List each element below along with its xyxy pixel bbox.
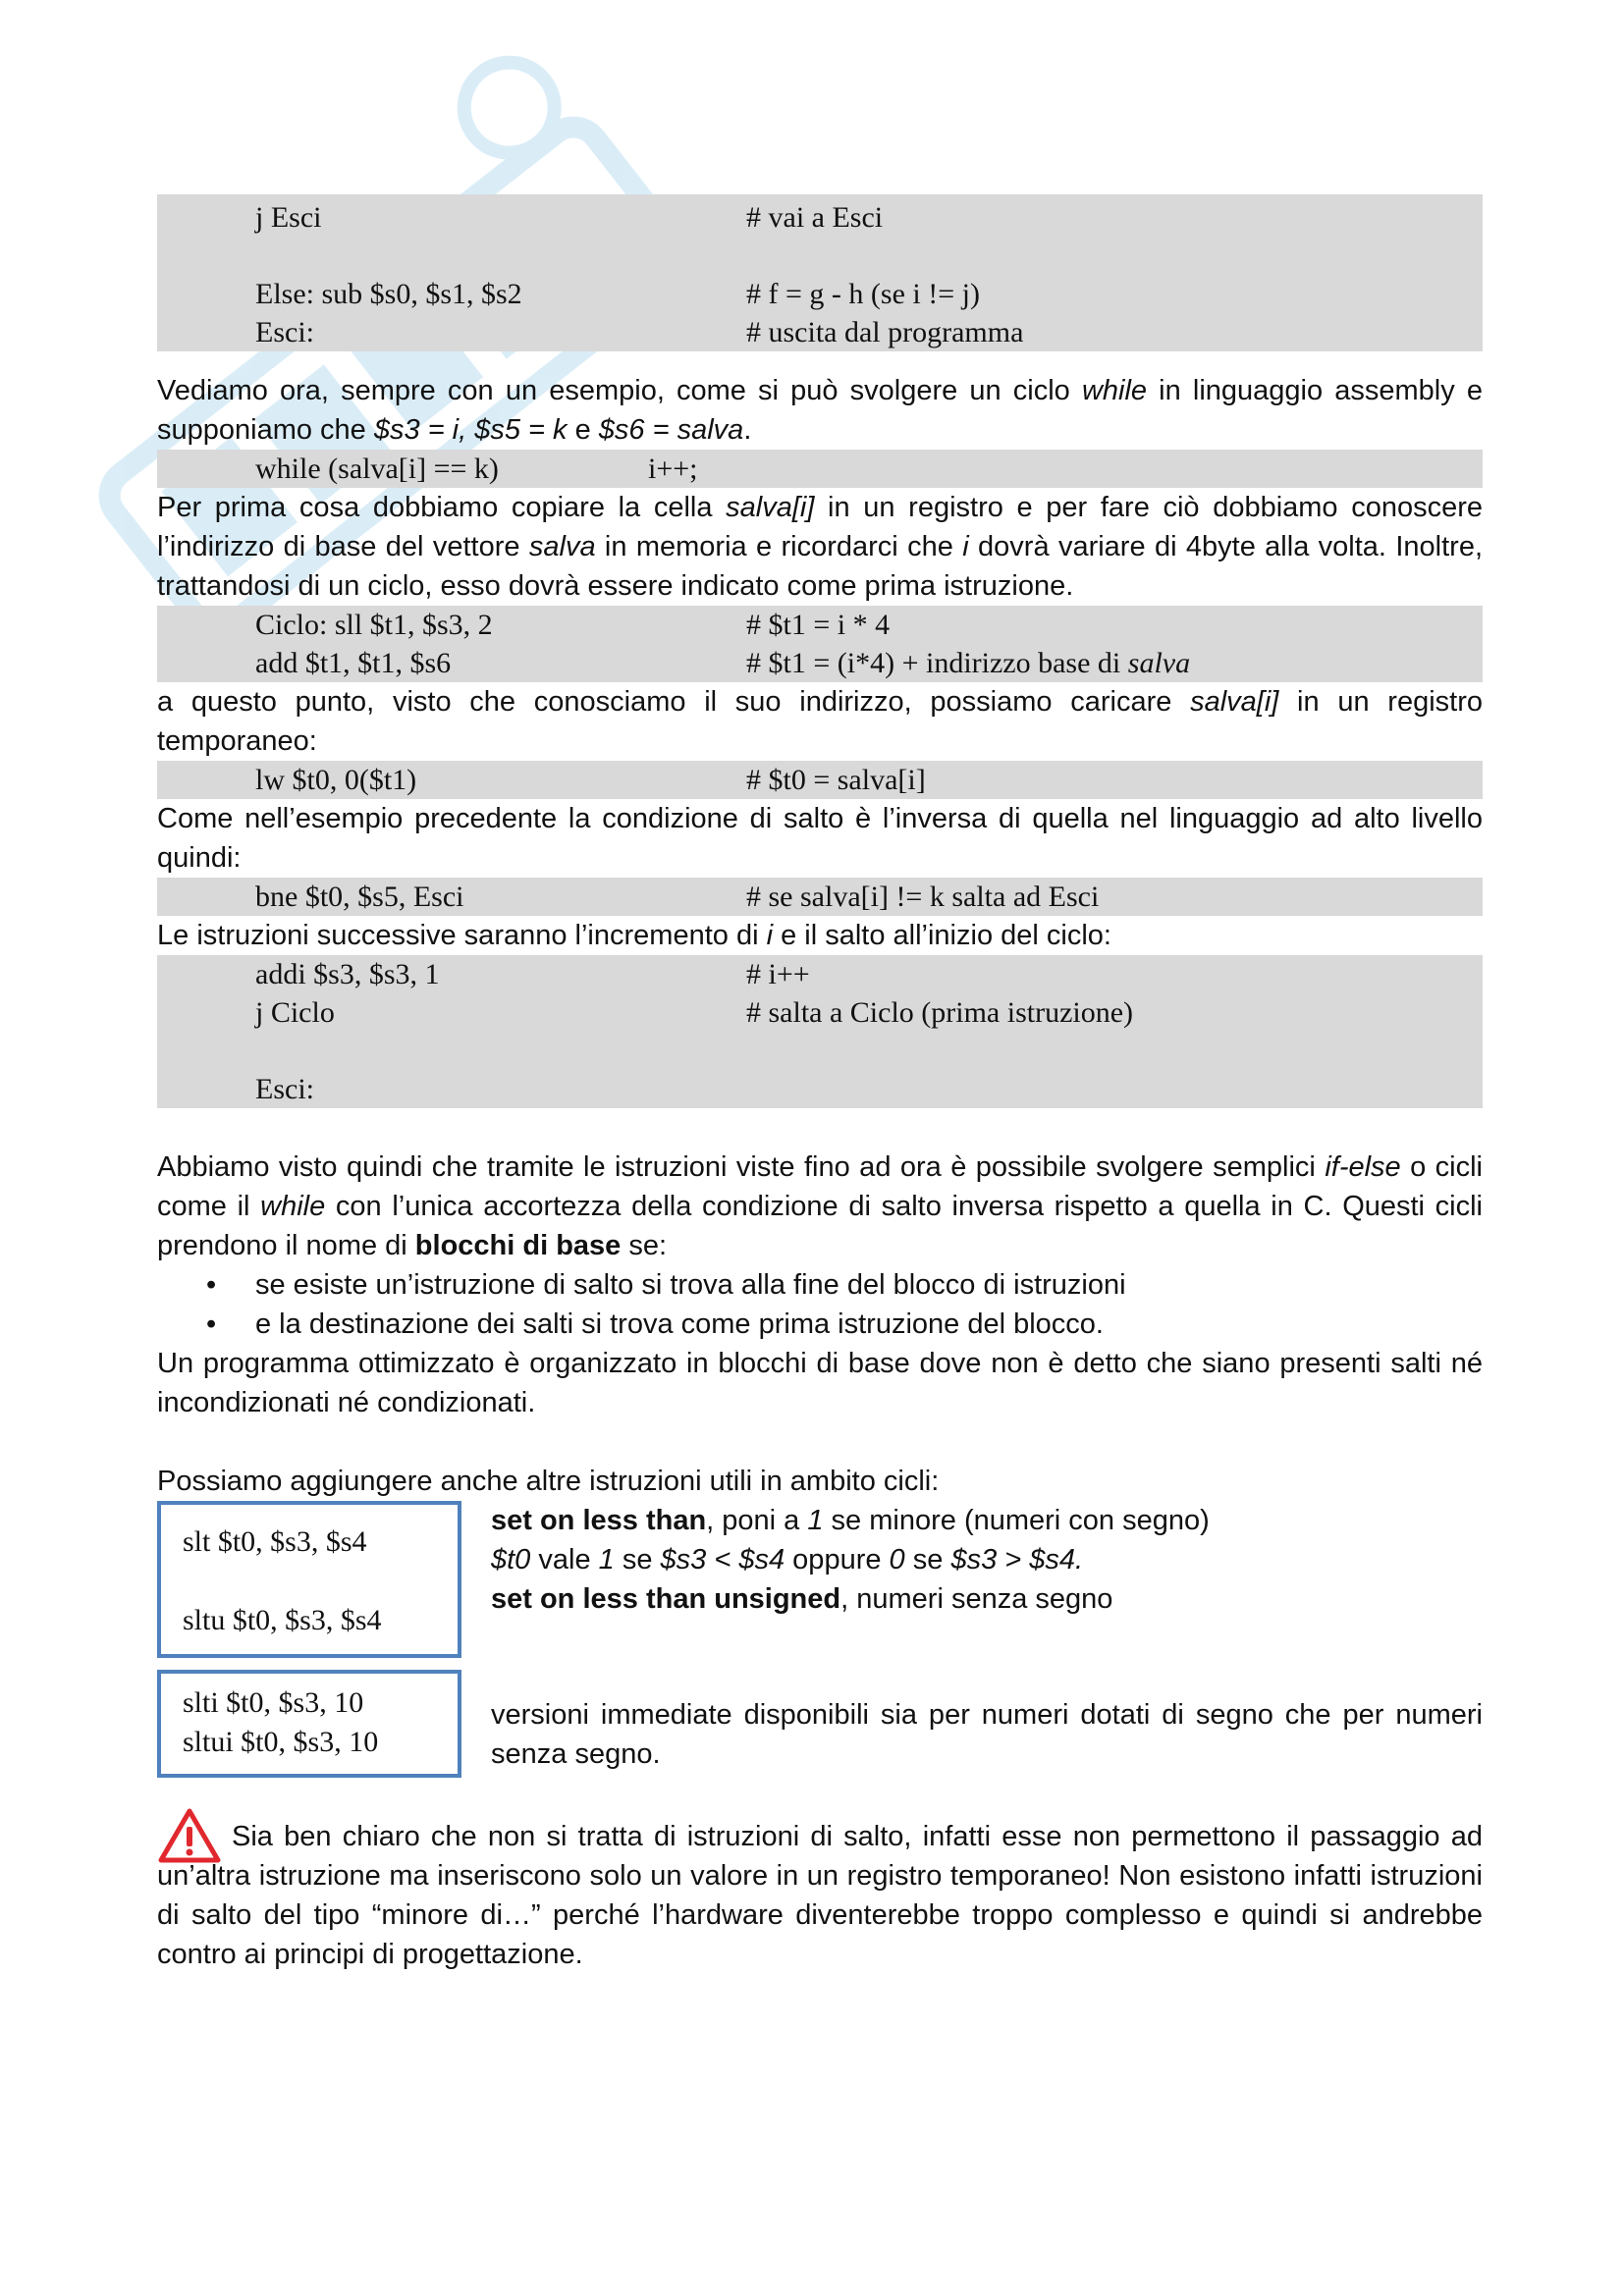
- paragraph-copy-cell: Per prima cosa dobbiamo copiare la cella salva[i] in un registro e per fare ciò dobbiamo conoscere l’indirizzo di base del vettore salva in memoria e ricordarci che i dovrà variare di 4byte alla volta. Inoltre, trattandosi di un ciclo, esso dovrà essere indicato come prima istruzione.: [157, 492, 1484, 602]
- code-instruction: j Ciclo: [255, 996, 335, 1029]
- code-comment: # uscita dal programma: [746, 316, 1024, 348]
- paragraph-while-intro: Vediamo ora, sempre con un esempio, come si può svolgere un ciclo while in linguaggio assembly e supponiamo che $s3 = i, $s5 = k e $s6 = salva.: [157, 375, 1483, 446]
- code-instruction: Ciclo: sll $t1, $s3, 2: [255, 609, 493, 641]
- code-line: [157, 955, 1483, 993]
- code-line: [157, 275, 1483, 313]
- code-instruction: slti $t0, $s3, 10: [183, 1686, 364, 1719]
- code-block-loop-end: [157, 955, 1483, 1108]
- code-line: [157, 993, 1483, 1032]
- slt-description: set on less than, poni a 1 se minore (numeri con segno) $t0 vale 1 se $s3 < $s4 oppure 0 se $s3 > $s4. set on less than unsigned, numeri senza segno: [491, 1505, 1210, 1615]
- code-bne-line: [157, 878, 1483, 916]
- code-instruction: add $t1, $t1, $s6: [255, 647, 452, 679]
- code-comment: # salta a Ciclo (prima istruzione): [746, 996, 1134, 1029]
- code-comment: [746, 1070, 1483, 1108]
- code-comment: # i++: [746, 958, 810, 990]
- code-instruction: lw $t0, 0($t1): [255, 764, 417, 796]
- page-content: [157, 194, 1483, 1974]
- list-item: • se esiste un’istruzione di salto si trova alla fine del blocco di istruzioni: [157, 1265, 1483, 1305]
- paragraph-load: a questo punto, visto che conosciamo il suo indirizzo, possiamo caricare salva[i] in un registro temporaneo:: [157, 686, 1483, 757]
- code-comment: # f = g - h (se i != j): [746, 278, 980, 310]
- paragraph-condition: Come nell’esempio precedente la condizione di salto è l’inversa di quella nel linguaggio ad alto livello quindi:: [157, 803, 1483, 874]
- paragraph-next-instructions: Le istruzioni successive saranno l’incremento di i e il salto all’inizio del ciclo:: [157, 920, 1111, 951]
- warning-triangle-icon: [157, 1807, 222, 1864]
- slti-description: versioni immediate disponibili sia per numeri dotati di segno che per numeri senza segno.: [491, 1699, 1483, 1770]
- code-instruction: Esci:: [255, 316, 314, 348]
- code-instruction: sltui $t0, $s3, 10: [183, 1726, 379, 1758]
- code-line-blank: [157, 1032, 1483, 1070]
- code-line: [157, 313, 1483, 351]
- warning-text: Sia ben chiaro che non si tratta di istruzioni di salto, infatti esse non permettono il passaggio ad un’altra istruzione ma inseriscono solo un valore in un registro temporaneo! Non esistono infatti istruzioni di salto del tipo “minore di…” perché l’hardware diventerebbe troppo complesso e quindi si andrebbe contro ai principi di progettazione.: [157, 1821, 1483, 1970]
- code-instruction: sltu $t0, $s3, $s4: [183, 1604, 382, 1636]
- code-comment: # $t1 = (i*4) + indirizzo base di salva: [746, 647, 1191, 679]
- code-instruction: Esci:: [255, 1073, 314, 1105]
- code-comment: # vai a Esci: [746, 201, 884, 234]
- slti-code-box: [157, 1670, 461, 1778]
- basic-block-conditions-list: [157, 1265, 1483, 1344]
- code-line: [157, 450, 1483, 488]
- slt-section: [157, 1501, 1483, 1658]
- code-comment: # se salva[i] != k salta ad Esci: [746, 881, 1100, 913]
- code-instruction: Else: sub $s0, $s1, $s2: [255, 278, 522, 310]
- code-line: [157, 878, 1483, 916]
- code-line: [157, 606, 1483, 644]
- list-item: • e la destinazione dei salti si trova come prima istruzione del blocco.: [157, 1305, 1483, 1344]
- code-instruction: addi $s3, $s3, 1: [255, 958, 440, 990]
- code-instruction: bne $t0, $s5, Esci: [255, 881, 464, 913]
- code-line-blank: [157, 237, 1483, 275]
- code-instruction: while (salva[i] == k): [255, 453, 499, 485]
- warning-note: [157, 1817, 1483, 1974]
- code-instruction: j Esci: [255, 201, 322, 234]
- slt-code-box: [157, 1501, 461, 1658]
- code-while-line: [157, 450, 1483, 488]
- code-comment: # $t0 = salva[i]: [746, 764, 926, 796]
- code-comment: i++;: [648, 453, 698, 485]
- code-lw-line: [157, 761, 1483, 799]
- code-comment: # $t1 = i * 4: [746, 609, 891, 641]
- paragraph-more-instructions: Possiamo aggiungere anche altre istruzioni utili in ambito cicli:: [157, 1466, 940, 1497]
- code-line: [157, 1070, 1483, 1108]
- code-block-if-else: [157, 194, 1483, 351]
- code-block-ciclo: [157, 606, 1483, 682]
- code-line: [157, 761, 1483, 799]
- paragraph-basic-blocks: Abbiamo visto quindi che tramite le istruzioni viste fino ad ora è possibile svolgere semplici if-else o cicli come il while con l’unica accortezza della condizione di salto inversa rispetto a quella in C. Questi cicli prendono il nome di blocchi di base se:: [157, 1151, 1484, 1261]
- paragraph-optimized-program: Un programma ottimizzato è organizzato in blocchi di base dove non è detto che siano presenti salti né incondizionati né condizionati.: [157, 1348, 1483, 1418]
- code-instruction: slt $t0, $s3, $s4: [183, 1525, 367, 1558]
- code-line: [157, 644, 1483, 682]
- code-line: [157, 198, 1483, 237]
- slti-section: [157, 1670, 1483, 1778]
